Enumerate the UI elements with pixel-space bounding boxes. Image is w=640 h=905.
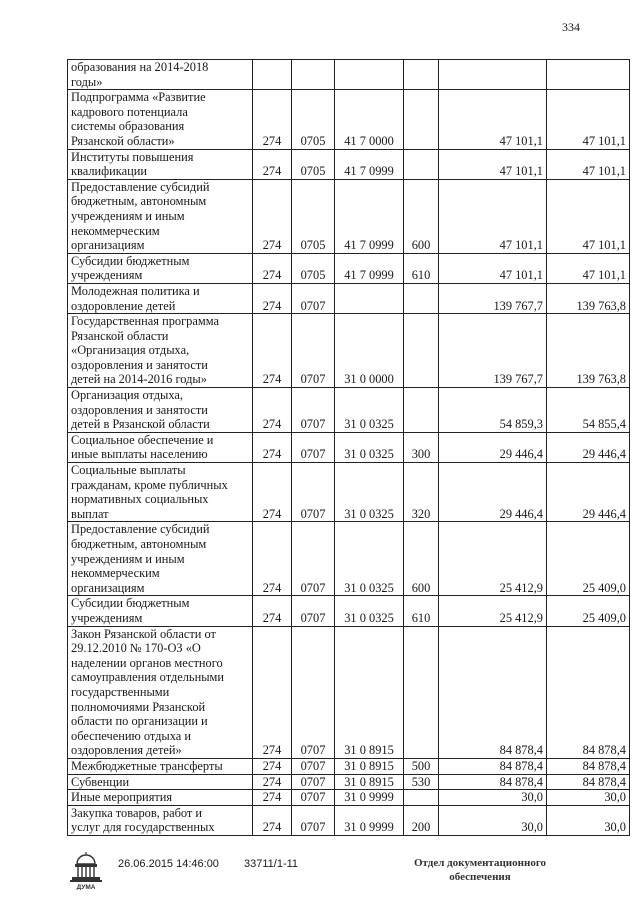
expense-type-code-cell: 200 <box>404 805 439 835</box>
table-row <box>68 774 630 790</box>
department-code-cell <box>253 60 292 90</box>
target-item-code-cell <box>335 283 404 313</box>
section-code-cell: 0707 <box>292 283 335 313</box>
item-name-line: квалификации <box>71 164 148 179</box>
department-code-cell: 274 <box>253 790 292 806</box>
item-name-cell <box>68 805 253 835</box>
department-code-cell: 274 <box>253 596 292 626</box>
amount-approved-cell: 30,0 <box>439 805 547 835</box>
item-name-cell <box>68 253 253 283</box>
amount-approved-cell: 30,0 <box>439 790 547 806</box>
item-name-line: Организация отдыха, <box>71 388 183 403</box>
amount-approved-cell: 47 101,1 <box>439 149 547 179</box>
target-item-code-cell: 31 0 0325 <box>335 596 404 626</box>
section-code-cell: 0707 <box>292 314 335 388</box>
target-item-code-cell: 41 7 0999 <box>335 179 404 253</box>
amount-approved-cell: 25 412,9 <box>439 596 547 626</box>
expense-type-code-cell: 300 <box>404 432 439 462</box>
item-name-cell <box>68 790 253 806</box>
department-code-cell: 274 <box>253 283 292 313</box>
section-code-cell: 0707 <box>292 463 335 522</box>
target-item-code-cell: 31 0 8915 <box>335 758 404 774</box>
item-name-line: нормативных социальных <box>71 492 209 507</box>
expense-type-code-cell <box>404 283 439 313</box>
item-name-cell <box>68 522 253 596</box>
department-code-cell: 274 <box>253 314 292 388</box>
expense-type-code-cell: 530 <box>404 774 439 790</box>
item-name-line: области по организации и <box>71 714 208 729</box>
table-row <box>68 626 630 758</box>
item-name-line: учреждениям <box>71 610 143 625</box>
item-name-line: Иные мероприятия <box>71 790 173 805</box>
item-name-line: образования на 2014-2018 <box>71 60 209 74</box>
target-item-code-cell: 31 0 8915 <box>335 774 404 790</box>
item-name-line: организациям <box>71 580 145 595</box>
target-item-code-cell: 31 0 9999 <box>335 805 404 835</box>
amount-approved-cell: 25 412,9 <box>439 522 547 596</box>
item-name-line: оздоровления и занятости <box>71 357 208 372</box>
expense-type-code-cell <box>404 388 439 433</box>
item-name-line: Предоставление субсидий <box>71 179 210 194</box>
item-name-line: организациям <box>71 238 145 253</box>
amount-executed-cell: 30,0 <box>547 805 630 835</box>
table-row <box>68 432 630 462</box>
item-name-line: годы» <box>71 74 103 89</box>
item-name-line: «Организация отдыха, <box>71 343 190 358</box>
section-code-cell: 0705 <box>292 149 335 179</box>
item-name-cell <box>68 463 253 522</box>
department-code-cell: 274 <box>253 774 292 790</box>
item-name-line: государственными <box>71 684 170 699</box>
amount-approved-cell: 84 878,4 <box>439 626 547 758</box>
expense-type-code-cell <box>404 790 439 806</box>
emblem-lettering: ДУМА <box>76 884 96 890</box>
item-name-line: Молодежная политика и <box>71 283 200 298</box>
item-name-line: детей на 2014-2016 годы» <box>71 372 207 387</box>
department-stamp-line-1: Отдел документационного <box>413 857 547 869</box>
department-code-cell: 274 <box>253 149 292 179</box>
amount-approved-cell: 84 878,4 <box>439 774 547 790</box>
table-row <box>68 253 630 283</box>
section-code-cell: 0707 <box>292 805 335 835</box>
table-row <box>68 790 630 806</box>
department-code-cell: 274 <box>253 463 292 522</box>
table-row <box>68 463 630 522</box>
item-name-line: самоуправления отдельными <box>71 670 225 685</box>
item-name-line: Закон Рязанской области от <box>71 626 216 641</box>
item-name-line: Субсидии бюджетным <box>71 596 190 611</box>
department-stamp-line-2: обеспечения <box>449 871 511 883</box>
print-timestamp: 26.06.2015 14:46:00 <box>118 858 219 870</box>
item-name-line: оздоровления и занятости <box>71 402 208 417</box>
amount-approved-cell: 139 767,7 <box>439 283 547 313</box>
amount-executed-cell: 25 409,0 <box>547 522 630 596</box>
expense-type-code-cell <box>404 626 439 758</box>
amount-approved-cell <box>439 60 547 90</box>
item-name-cell <box>68 432 253 462</box>
amount-executed-cell: 25 409,0 <box>547 596 630 626</box>
item-name-line: некоммерческим <box>71 566 160 581</box>
expense-type-code-cell: 600 <box>404 179 439 253</box>
section-code-cell: 0705 <box>292 179 335 253</box>
department-code-cell: 274 <box>253 388 292 433</box>
item-name-line: услуг для государственных <box>71 820 215 835</box>
target-item-code-cell: 31 0 0325 <box>335 388 404 433</box>
item-name-line: учреждениям <box>71 268 143 283</box>
amount-executed-cell: 84 878,4 <box>547 626 630 758</box>
amount-executed-cell: 139 763,8 <box>547 283 630 313</box>
table-row <box>68 388 630 433</box>
amount-approved-cell: 47 101,1 <box>439 253 547 283</box>
table-row <box>68 758 630 774</box>
section-code-cell: 0705 <box>292 90 335 149</box>
amount-executed-cell: 84 878,4 <box>547 774 630 790</box>
amount-executed-cell: 29 446,4 <box>547 463 630 522</box>
table-row <box>68 314 630 388</box>
amount-approved-cell: 47 101,1 <box>439 179 547 253</box>
amount-approved-cell: 139 767,7 <box>439 314 547 388</box>
department-code-cell: 274 <box>253 805 292 835</box>
expense-type-code-cell: 600 <box>404 522 439 596</box>
department-code-cell: 274 <box>253 90 292 149</box>
item-name-line: Государственная программа <box>71 314 219 329</box>
item-name-line: некоммерческим <box>71 223 160 238</box>
amount-approved-cell: 84 878,4 <box>439 758 547 774</box>
amount-executed-cell: 47 101,1 <box>547 179 630 253</box>
section-code-cell <box>292 60 335 90</box>
item-name-cell <box>68 314 253 388</box>
department-code-cell: 274 <box>253 522 292 596</box>
amount-approved-cell: 47 101,1 <box>439 90 547 149</box>
table-row <box>68 149 630 179</box>
department-code-cell: 274 <box>253 253 292 283</box>
section-code-cell: 0707 <box>292 790 335 806</box>
item-name-line: Подпрограмма «Развитие <box>71 90 206 105</box>
amount-approved-cell: 29 446,4 <box>439 432 547 462</box>
item-name-line: бюджетным, автономным <box>71 537 207 551</box>
target-item-code-cell: 41 7 0999 <box>335 149 404 179</box>
page-footer <box>0 850 640 900</box>
item-name-line: выплат <box>71 506 109 521</box>
amount-executed-cell: 84 878,4 <box>547 758 630 774</box>
item-name-line: оздоровление детей <box>71 298 176 313</box>
item-name-cell <box>68 149 253 179</box>
section-code-cell: 0705 <box>292 253 335 283</box>
expense-type-code-cell <box>404 149 439 179</box>
target-item-code-cell: 31 0 0325 <box>335 463 404 522</box>
table-row <box>68 90 630 149</box>
section-code-cell: 0707 <box>292 388 335 433</box>
department-code-cell: 274 <box>253 179 292 253</box>
item-name-cell <box>68 626 253 758</box>
target-item-code-cell: 31 0 0325 <box>335 522 404 596</box>
expense-type-code-cell: 610 <box>404 596 439 626</box>
target-item-code-cell: 31 0 9999 <box>335 790 404 806</box>
expense-type-code-cell <box>404 60 439 90</box>
department-stamp <box>400 856 560 884</box>
item-name-line: оздоровления детей» <box>71 743 182 758</box>
target-item-code-cell: 41 7 0000 <box>335 90 404 149</box>
amount-executed-cell: 139 763,8 <box>547 314 630 388</box>
item-name-line: учреждениям и иным <box>71 208 185 223</box>
budget-table <box>67 59 630 836</box>
amount-approved-cell: 54 859,3 <box>439 388 547 433</box>
department-code-cell: 274 <box>253 432 292 462</box>
table-row <box>68 522 630 596</box>
budget-table-body <box>68 60 630 836</box>
amount-executed-cell: 54 855,4 <box>547 388 630 433</box>
section-code-cell: 0707 <box>292 774 335 790</box>
target-item-code-cell: 41 7 0999 <box>335 253 404 283</box>
amount-executed-cell: 47 101,1 <box>547 253 630 283</box>
expense-type-code-cell: 500 <box>404 758 439 774</box>
amount-approved-cell: 29 446,4 <box>439 463 547 522</box>
item-name-line: Институты повышения <box>71 149 194 164</box>
item-name-cell <box>68 179 253 253</box>
item-name-line: наделении органов местного <box>71 655 223 670</box>
document-code: 33711/1-11 <box>244 858 299 870</box>
table-row <box>68 596 630 626</box>
expense-type-code-cell: 610 <box>404 253 439 283</box>
item-name-line: Рязанской области» <box>71 133 175 148</box>
section-code-cell: 0707 <box>292 626 335 758</box>
item-name-line: 29.12.2010 № 170-ОЗ «О <box>71 641 201 656</box>
page-number: 334 <box>562 20 580 34</box>
item-name-line: Предоставление субсидий <box>71 522 210 537</box>
item-name-line: гражданам, кроме публичных <box>71 477 228 492</box>
section-code-cell: 0707 <box>292 758 335 774</box>
item-name-line: обеспечению отдыха и <box>71 728 191 743</box>
section-code-cell: 0707 <box>292 432 335 462</box>
item-name-line: Социальные выплаты <box>71 463 186 478</box>
item-name-line: Социальное обеспечение и <box>71 432 214 447</box>
section-code-cell: 0707 <box>292 596 335 626</box>
item-name-line: Закупка товаров, работ и <box>71 805 203 820</box>
item-name-cell <box>68 774 253 790</box>
item-name-cell <box>68 596 253 626</box>
table-row <box>68 179 630 253</box>
item-name-line: Субвенции <box>71 774 130 789</box>
target-item-code-cell: 31 0 0325 <box>335 432 404 462</box>
table-row <box>68 60 630 90</box>
target-item-code-cell: 31 0 0000 <box>335 314 404 388</box>
item-name-line: детей в Рязанской области <box>71 417 210 432</box>
table-row <box>68 283 630 313</box>
item-name-line: полномочиями Рязанской <box>71 699 206 714</box>
expense-type-code-cell <box>404 90 439 149</box>
department-code-cell: 274 <box>253 758 292 774</box>
department-code-cell: 274 <box>253 626 292 758</box>
item-name-cell <box>68 388 253 433</box>
section-code-cell: 0707 <box>292 522 335 596</box>
item-name-line: кадрового потенциала <box>71 104 188 119</box>
item-name-line: иные выплаты населению <box>71 447 208 462</box>
target-item-code-cell <box>335 60 404 90</box>
expense-type-code-cell <box>404 314 439 388</box>
item-name-line: Субсидии бюджетным <box>71 253 190 268</box>
amount-executed-cell: 47 101,1 <box>547 149 630 179</box>
item-name-line: системы образования <box>71 119 185 134</box>
amount-executed-cell: 29 446,4 <box>547 432 630 462</box>
item-name-cell <box>68 758 253 774</box>
expense-type-code-cell: 320 <box>404 463 439 522</box>
table-row <box>68 805 630 835</box>
amount-executed-cell <box>547 60 630 90</box>
item-name-line: бюджетным, автономным <box>71 194 207 209</box>
item-name-cell <box>68 90 253 149</box>
item-name-line: учреждениям и иным <box>71 551 185 566</box>
item-name-line: Межбюджетные трансферты <box>71 758 223 773</box>
target-item-code-cell: 31 0 8915 <box>335 626 404 758</box>
item-name-cell <box>68 283 253 313</box>
amount-executed-cell: 47 101,1 <box>547 90 630 149</box>
amount-executed-cell: 30,0 <box>547 790 630 806</box>
duma-emblem-icon <box>68 852 104 890</box>
item-name-line: Рязанской области <box>71 328 169 343</box>
item-name-cell <box>68 60 253 90</box>
